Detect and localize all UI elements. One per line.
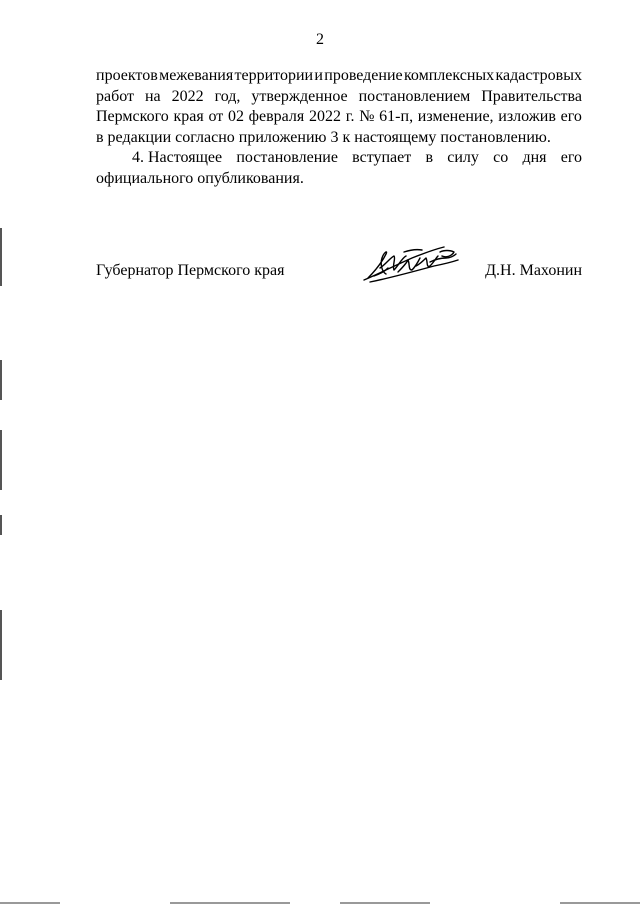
paragraph-4-line-1: 4. Настоящее постановление вступает в силу со дня его bbox=[132, 149, 582, 166]
signature-block bbox=[96, 260, 582, 284]
paragraph-4-line-2: официального опубликования. bbox=[96, 169, 304, 187]
paragraph-3-line-1: проектов межевания территории и проведение комплексных кадастровых bbox=[96, 67, 582, 84]
document-body bbox=[96, 66, 582, 189]
bottom-scan-edge bbox=[0, 901, 640, 905]
page-number: 2 bbox=[316, 31, 324, 48]
paragraph-3-line-2: работ на 2022 год, утвержденное постановлением Правительства bbox=[96, 87, 582, 105]
paragraph-3-line-4: в редакции согласно приложению 3 к настоящему постановлению. bbox=[96, 128, 551, 146]
handwritten-signature bbox=[360, 244, 460, 284]
paragraph-3-continuation bbox=[96, 66, 582, 148]
paragraph-4 bbox=[96, 148, 582, 189]
signer-position: Губернатор Пермского края bbox=[96, 262, 285, 279]
signer-name: Д.Н. Махонин bbox=[485, 262, 582, 279]
paragraph-3-line-3: Пермского края от 02 февраля 2022 г. № 61-п, изменение, изложив его bbox=[96, 108, 582, 125]
margin-scan-marks bbox=[0, 0, 4, 905]
